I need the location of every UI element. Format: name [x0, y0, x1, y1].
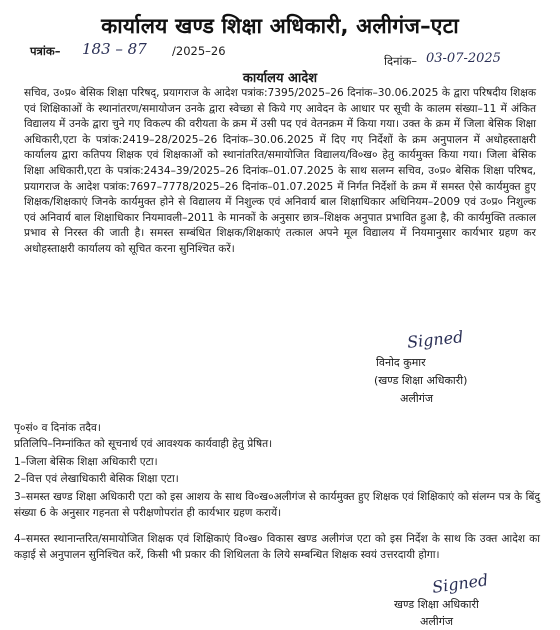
- copy-ref-line: पृ०सं० व दिनांक तदैव।: [14, 422, 101, 434]
- footer-place: अलीगंज: [420, 615, 454, 628]
- ref-year: /2025–26: [172, 44, 226, 58]
- footer-designation: खण्ड शिक्षा अधिकारी: [394, 598, 479, 611]
- order-heading: कार्यालय आदेश: [242, 71, 318, 86]
- copy-item: 4–समस्त स्थानान्तरित/समायोजित शिक्षक एवं शिक्षिकाएं वि०ख० विकास खण्ड अलीगंज एटा को इस निर्देश के साथ कि उक्त आदेश का कड़ाई से अनुपालन सुनिश्चित करें, किसी भी प्रकार की शिथिलता के लिये सम्बन्धित शिक्षक स्वयं उत्तरदायी होगा।: [14, 532, 540, 561]
- final-signature-handwritten: Signed: [430, 570, 490, 597]
- copy-item: 1–जिला बेसिक शिक्षा अधिकारी एटा।: [14, 455, 158, 468]
- ref-number-handwritten: 183 – 87: [82, 40, 147, 58]
- copy-item: 3–समस्त खण्ड शिक्षा अधिकारी एटा को इस आशय के साथ वि०ख०अलीगंज से कार्यमुक्त हुए शिक्षक एवं शिक्षिकाएं को संलग्न पत्र के बिंदु संख्या 6 के अनुसार गहनता से परीक्षणोपरांत ही कार्यभार ग्रहण करायें।: [14, 491, 540, 519]
- copy-intro: प्रतिलिपि–निम्नांकित को सूचनार्थ एवं आवश्यक कार्यवाही हेतु प्रेषित।: [14, 437, 273, 450]
- signatory-name: विनोद कुमार: [376, 356, 426, 369]
- date-label: दिनांक–: [384, 54, 418, 68]
- date-handwritten: 03-07-2025: [426, 51, 501, 66]
- signatory-designation: (खण्ड शिक्षा अधिकारी): [374, 374, 468, 387]
- ref-label: पत्रांक–: [30, 44, 61, 58]
- order-body: सचिव, उ०प्र० बेसिक शिक्षा परिषद्, प्रयागराज के आदेश पत्रांक:7395/2025–26 दिनांक–30.06.2025 के द्वारा परिषदीय शिक्षक एवं शिक्षिकाओं के स्थानांतरण/समायोजन उनके द्वारा स्वेच्छा से किये गए आवेदन के आधार पर सूची के कालम संख्या–11 में अंकित विद्यालय में उनके द्वारा चुने गए विकल्प की वरीयता के क्रम में उसी पद एवं वेतनक्रम में किया गया। उक्त के क्रम में जिला बेसिक शिक्षा अधिकारी,एटा के पत्रांक:2419–28/2025–26 दिनांक–30.06.2025 में दिए गए निर्देशों के क्रम अनुपालन में अधोहस्ताक्षरी कार्यालय द्वारा कतिपय शिक्षक एवं शिक्षकाओं को स्थानांतरित/समायोजित विद्यालय/वि०ख० हेतु कार्यमुक्त किया गया। जिला बेसिक शिक्षा अधिकारी,एटा के पत्रांक:2434–39/2025–26 दिनांक–01.07.2025 के साथ सलग्न सचिव, उ०प्र० बेसिक शिक्षा परिषद, प्रयागराज के आदेश पत्रांक:7697–7778/2025–26 दिनांक–01.07.2025 में निर्गत निर्देशों के क्रम में समस्त ऐसे कार्यमुक्त हुए शिक्षक/शिक्षकाएं जिनके कार्यमुक्त होने से विद्यालय में निशुल्क एवं अनिवार्य बाल शिक्षाधिकार अधिनियम–2009 एवं उ०प्र० निशुल्क एवं अनिवार्य बाल शिक्षाधिकार नियमावली–2011 के मानकों के अनुसार छात्र–शिक्षक अनुपात प्रभावित हुआ है, की कार्यमुक्ति तत्काल प्रभाव से निरस्त की जाती है। समस्त सम्बंधित शिक्षक/शिक्षकाएं तत्काल अपने मूल विद्यालय में नियमानुसार कार्यभार ग्रहण कर अधोहस्ताक्षरी कार्यालय को सूचित करना सुनिश्चित करें।: [24, 87, 536, 255]
- signatory-place: अलीगंज: [400, 392, 434, 405]
- office-title: कार्यालय खण्ड शिक्षा अधिकारी, अलीगंज–एटा: [101, 14, 459, 38]
- copy-item: 2–वित्त एवं लेखाधिकारी बेसिक शिक्षा एटा।: [14, 473, 179, 486]
- signature-handwritten: Signed: [406, 327, 465, 352]
- copy-section: [14, 421, 540, 563]
